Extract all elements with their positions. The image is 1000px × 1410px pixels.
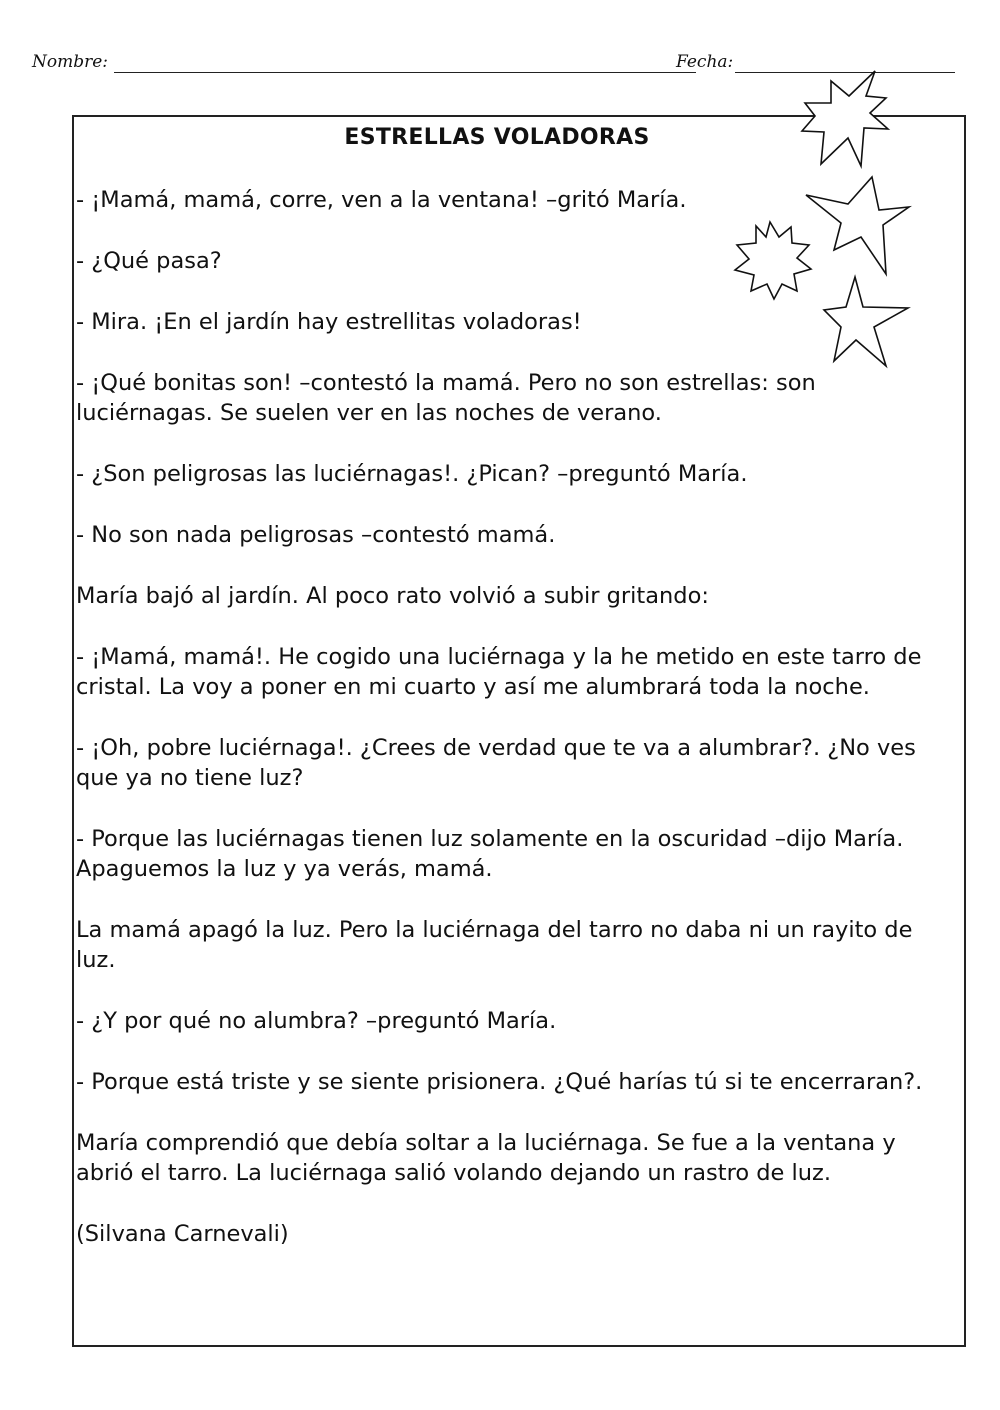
star-icon [824, 277, 908, 366]
story-paragraph: - ¿Qué pasa? [76, 248, 222, 274]
story-paragraph: - Porque las luciérnagas tienen luz solamente en la oscuridad –dijo María. Apaguemos la luz y ya verás, mamá. [76, 826, 904, 882]
story-paragraph: - Porque está triste y se siente prisionera. ¿Qué harías tú si te encerraran?. [76, 1069, 923, 1095]
story-paragraph: - ¡Mamá, mamá, corre, ven a la ventana! –gritó María. [76, 187, 687, 213]
story-paragraph: María comprendió que debía soltar a la luciérnaga. Se fue a la ventana y abrió el tarro. La luciérnaga salió volando dejando un rastro de luz. [76, 1130, 896, 1186]
story-paragraph: - ¡Mamá, mamá!. He cogido una luciérnaga y la he metido en este tarro de cristal. La voy a poner en mi cuarto y así me alumbrará toda la noche. [76, 644, 922, 700]
star-icon [802, 71, 888, 166]
date-label: Fecha: [676, 52, 734, 72]
story-paragraph: - Mira. ¡En el jardín hay estrellitas voladoras! [76, 309, 582, 335]
story-paragraph: - No son nada peligrosas –contestó mamá. [76, 522, 556, 548]
story-title: ESTRELLAS VOLADORAS [344, 125, 650, 150]
story-paragraph: - ¡Oh, pobre luciérnaga!. ¿Crees de verdad que te va a alumbrar?. ¿No ves que ya no tiene luz? [76, 735, 916, 791]
story-paragraph: - ¿Y por qué no alumbra? –preguntó María. [76, 1008, 557, 1034]
name-label: Nombre: [32, 52, 109, 72]
star-icon [735, 222, 811, 299]
star-icon [806, 177, 909, 274]
story-author: (Silvana Carnevali) [76, 1221, 289, 1247]
story-paragraph: María bajó al jardín. Al poco rato volvió a subir gritando: [76, 583, 709, 609]
stars-decoration [720, 65, 920, 375]
story-paragraph: - ¿Son peligrosas las luciérnagas!. ¿Pican? –preguntó María. [76, 461, 748, 487]
story-paragraph: La mamá apagó la luz. Pero la luciérnaga del tarro no daba ni un rayito de luz. [76, 917, 913, 973]
name-field-line[interactable] [114, 72, 696, 73]
story-paragraph: - ¡Qué bonitas son! –contestó la mamá. Pero no son estrellas: son luciérnagas. Se suelen ver en las noches de verano. [76, 370, 816, 426]
